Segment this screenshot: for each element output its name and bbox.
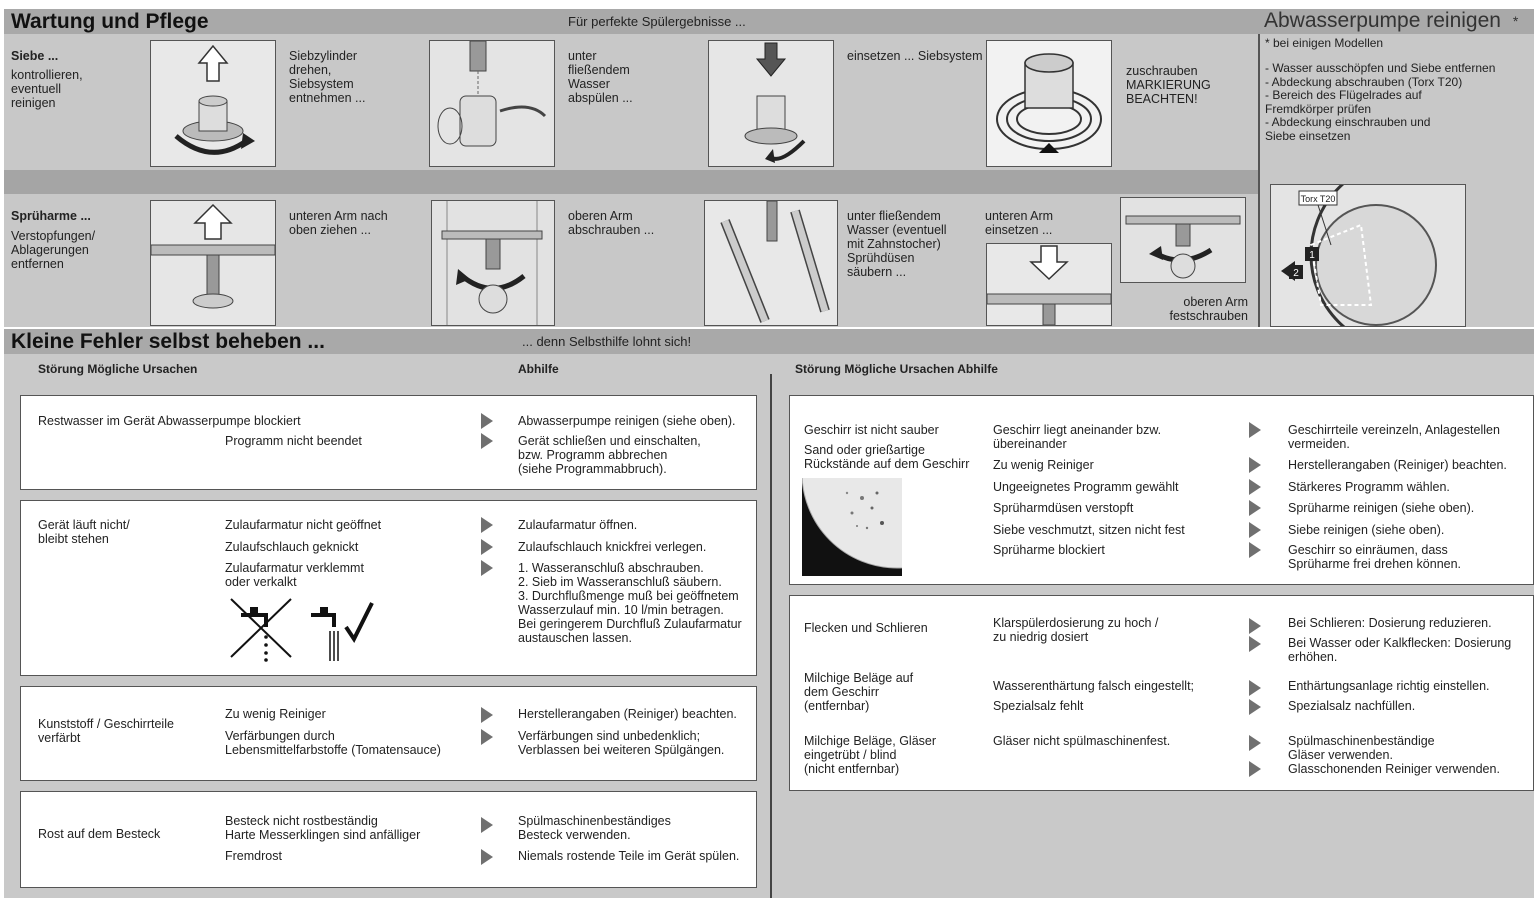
fault: Geschirr ist nicht sauber — [804, 423, 939, 437]
remedy: Herstellerangaben (Reiniger) beachten. — [518, 707, 737, 721]
cause: Gläser nicht spülmaschinenfest. — [993, 734, 1171, 748]
remedy: Gerät schließen und einschalten, bzw. Programm abbrechen (siehe Programmabbruch). — [518, 434, 701, 476]
cause: Zulaufarmatur verklemmt oder verkalkt — [225, 561, 364, 589]
arrow-icon — [481, 539, 493, 555]
abwasser-step-3: - Bereich des Flügelrades auf Fremdkörper prüfen — [1265, 88, 1422, 116]
spruharme-step-2: oberen Arm abschrauben ... — [568, 209, 655, 237]
left-header-remedy: Abhilfe — [518, 362, 559, 376]
faucet-open-check-icon — [306, 597, 376, 663]
abwasser-step-2: - Abdeckung abschrauben (Torx T20) — [1265, 74, 1463, 89]
remedy: Zulaufschlauch knickfrei verlegen. — [518, 540, 707, 554]
remedy: Spülmaschinenbeständige Gläser verwenden. — [1288, 734, 1435, 762]
cause: Siebe veschmutzt, sitzen nicht fest — [993, 523, 1185, 537]
screw-upper-arm-icon — [1121, 198, 1245, 282]
abwasser-steps — [1265, 62, 1530, 143]
cause: Zulaufarmatur nicht geöffnet — [225, 518, 382, 532]
fault: Milchige Beläge, Gläser eingetrübt / blind (nicht entfernbar) — [804, 734, 937, 776]
siebe-illustration-2 — [429, 40, 555, 167]
cause: Zu wenig Reiniger — [225, 707, 326, 721]
arrow-icon — [481, 560, 493, 576]
pump-step-2: 2 — [1293, 268, 1299, 279]
filter-rotate-icon — [151, 41, 275, 166]
arrow-icon — [1249, 457, 1261, 473]
spruharme-step-4: unteren Arm einsetzen ... — [985, 209, 1054, 237]
spruharme-illustration-3 — [704, 200, 838, 326]
remedy: Stärkeres Programm wählen. — [1288, 480, 1450, 494]
arrow-icon — [481, 517, 493, 533]
spruharme-step-1: unteren Arm nach oben ziehen ... — [289, 209, 388, 237]
abwasser-asterisk: * — [1512, 13, 1519, 29]
left-header-cols: Störung Mögliche Ursachen — [38, 362, 198, 376]
fault: Gerät läuft nicht/ bleibt stehen — [38, 518, 130, 546]
remedy: Bei Schlieren: Dosierung reduzieren. — [1288, 616, 1492, 630]
remedy: Niemals rostende Teile im Gerät spülen. — [518, 849, 740, 863]
unscrew-upper-arm-icon — [432, 201, 554, 325]
faucet-closed-icon — [226, 597, 296, 663]
left-box-2 — [20, 500, 757, 676]
spruharme-illustration-4 — [986, 243, 1112, 326]
cause: Verfärbungen durch Lebensmittelfarbstoffe (Tomatensauce) — [225, 729, 441, 757]
remedy: Verfärbungen sind unbedenklich; Verblassen bei weiteren Spülgängen. — [518, 729, 725, 757]
arrow-icon — [481, 729, 493, 745]
fault: Restwasser im Gerät Abwasserpumpe blockiert — [38, 414, 301, 428]
spruharme-illustration-5 — [1120, 197, 1246, 283]
siebe-step-4: zuschrauben MARKIERUNG BEACHTEN! — [1126, 64, 1211, 106]
arrow-icon — [481, 849, 493, 865]
remedy: Spezialsalz nachfüllen. — [1288, 699, 1416, 713]
rinse-filter-icon — [430, 41, 554, 166]
remedy: Glasschonenden Reiniger verwenden. — [1288, 762, 1500, 776]
siebe-step-3: einsetzen ... Siebsystem — [847, 49, 983, 63]
cause: Ungeeignetes Programm gewählt — [993, 480, 1179, 494]
arrow-icon — [481, 817, 493, 833]
cause: Wasserenthärtung falsch eingestellt; — [993, 679, 1195, 693]
abwasser-note: * bei einigen Modellen — [1265, 36, 1384, 50]
spruharme-label: Sprüharme ... — [11, 209, 91, 223]
fault: Sand oder grießartige Rückstände auf dem Geschirr — [804, 443, 970, 471]
fault: Milchige Beläge auf dem Geschirr (entfernbar) — [804, 671, 914, 713]
siebe-step-2: unter fließendem Wasser abspülen ... — [568, 49, 633, 105]
fault: Flecken und Schlieren — [804, 621, 928, 635]
arrow-icon — [1249, 422, 1261, 438]
siebe-illustration-4 — [986, 40, 1112, 167]
cause: Spezialsalz fehlt — [993, 699, 1084, 713]
screw-filter-marker-icon — [987, 41, 1111, 166]
spruharme-illustration-2 — [431, 200, 555, 326]
remedy: Spülmaschinenbeständiges Besteck verwenden. — [518, 814, 671, 842]
left-box-1 — [20, 395, 757, 490]
arrow-icon — [1249, 699, 1261, 715]
siebe-illustration-1 — [150, 40, 276, 167]
arrow-icon — [481, 707, 493, 723]
wartung-title: Wartung und Pflege — [11, 10, 209, 33]
spruharme-step-5: oberen Arm festschrauben — [1169, 295, 1248, 323]
arrow-icon — [1249, 636, 1261, 652]
fault: Kunststoff / Geschirrteile verfärbt — [38, 717, 174, 745]
abwasser-title-text: Abwasserpumpe reinigen — [1264, 9, 1501, 32]
arrow-icon — [1249, 542, 1261, 558]
insert-filter-icon — [709, 41, 833, 166]
remedy: Bei Wasser oder Kalkflecken: Dosierung erhöhen. — [1288, 636, 1512, 664]
siebe-desc: kontrollieren, eventuell reinigen — [11, 68, 83, 110]
fehler-title: Kleine Fehler selbst beheben ... — [11, 330, 325, 353]
right-box-2 — [789, 595, 1534, 791]
left-box-4 — [20, 791, 757, 888]
wartung-subtitle: Für perfekte Spülergebnisse ... — [568, 14, 746, 29]
spruharme-desc: Verstopfungen/ Ablagerungen entfernen — [11, 229, 96, 271]
arrow-icon — [1249, 618, 1261, 634]
abwasser-illustration — [1270, 184, 1466, 327]
cause: Besteck nicht rostbeständig Harte Messerklingen sind anfälliger — [225, 814, 421, 842]
torx-label: Torx T20 — [1300, 194, 1336, 204]
separator-band — [4, 170, 1258, 194]
right-header-cols: Störung Mögliche Ursachen Abhilfe — [795, 362, 998, 376]
remedy: Siebe reinigen (siehe oben). — [1288, 523, 1445, 537]
cause: Zulaufschlauch geknickt — [225, 540, 359, 554]
right-box-1 — [789, 395, 1534, 585]
cause: Zu wenig Reiniger — [993, 458, 1094, 472]
cause: Fremdrost — [225, 849, 282, 863]
column-divider — [770, 374, 772, 898]
arrow-icon — [1249, 680, 1261, 696]
siebe-step-1: Siebzylinder drehen, Siebsystem entnehmen ... — [289, 49, 366, 105]
remedy: Enthärtungsanlage richtig einstellen. — [1288, 679, 1490, 693]
remedy: Geschirrteile vereinzeln, Anlagestellen vermeiden. — [1288, 423, 1500, 451]
cause: Geschirr liegt aneinander bzw. übereinander — [993, 423, 1162, 451]
pull-arm-up-icon — [151, 201, 275, 325]
siebe-label: Siebe ... — [11, 49, 59, 63]
remedy: Sprüharme reinigen (siehe oben). — [1288, 501, 1475, 515]
abwasser-title — [1264, 8, 1518, 34]
arrow-icon — [1249, 522, 1261, 538]
spruharme-step-3: unter fließendem Wasser (eventuell mit Zahnstocher) Sprühdüsen säubern ... — [847, 209, 947, 279]
remedy: Abwasserpumpe reinigen (siehe oben). — [518, 414, 736, 428]
clean-nozzles-icon — [705, 201, 837, 325]
arrow-icon — [1249, 479, 1261, 495]
arrow-icon — [481, 413, 493, 429]
abwasser-divider — [1258, 34, 1260, 327]
remedy: 1. Wasseranschluß abschrauben. 2. Sieb im Wasseranschluß säubern. 3. Durchflußmenge muß bei geöffnetem Wasserzulauf min. 10 l/min betragen. Bei geringerem Durchfluß Zulaufarmatur austauschen lassen. — [518, 561, 742, 645]
fehler-subtitle: ... denn Selbsthilfe lohnt sich! — [522, 334, 692, 349]
arrow-icon — [1249, 500, 1261, 516]
arrow-icon — [481, 433, 493, 449]
pump-step-1: 1 — [1309, 250, 1315, 261]
left-box-3 — [20, 686, 757, 781]
remedy: Zulaufarmatur öffnen. — [518, 518, 638, 532]
fault: Rost auf dem Besteck — [38, 827, 161, 841]
abwasser-step-4: - Abdeckung einschrauben und Siebe einsetzen — [1265, 115, 1431, 143]
cause: Programm nicht beendet — [225, 434, 362, 448]
cause: Sprüharmdüsen verstopft — [993, 501, 1134, 515]
remedy: Geschirr so einräumen, dass Sprüharme frei drehen können. — [1288, 543, 1462, 571]
spruharme-illustration-1 — [150, 200, 276, 326]
insert-lower-arm-icon — [987, 244, 1111, 325]
remedy: Herstellerangaben (Reiniger) beachten. — [1288, 458, 1507, 472]
dirty-plate-image — [802, 478, 902, 576]
arrow-icon — [1249, 735, 1261, 751]
pump-cover-torx-icon — [1271, 185, 1465, 326]
arrow-icon — [1249, 761, 1261, 777]
abwasser-step-1: - Wasser ausschöpfen und Siebe entfernen — [1265, 61, 1496, 75]
cause: Sprüharme blockiert — [993, 543, 1105, 557]
siebe-illustration-3 — [708, 40, 834, 167]
cause: Klarspülerdosierung zu hoch / zu niedrig dosiert — [993, 616, 1159, 644]
